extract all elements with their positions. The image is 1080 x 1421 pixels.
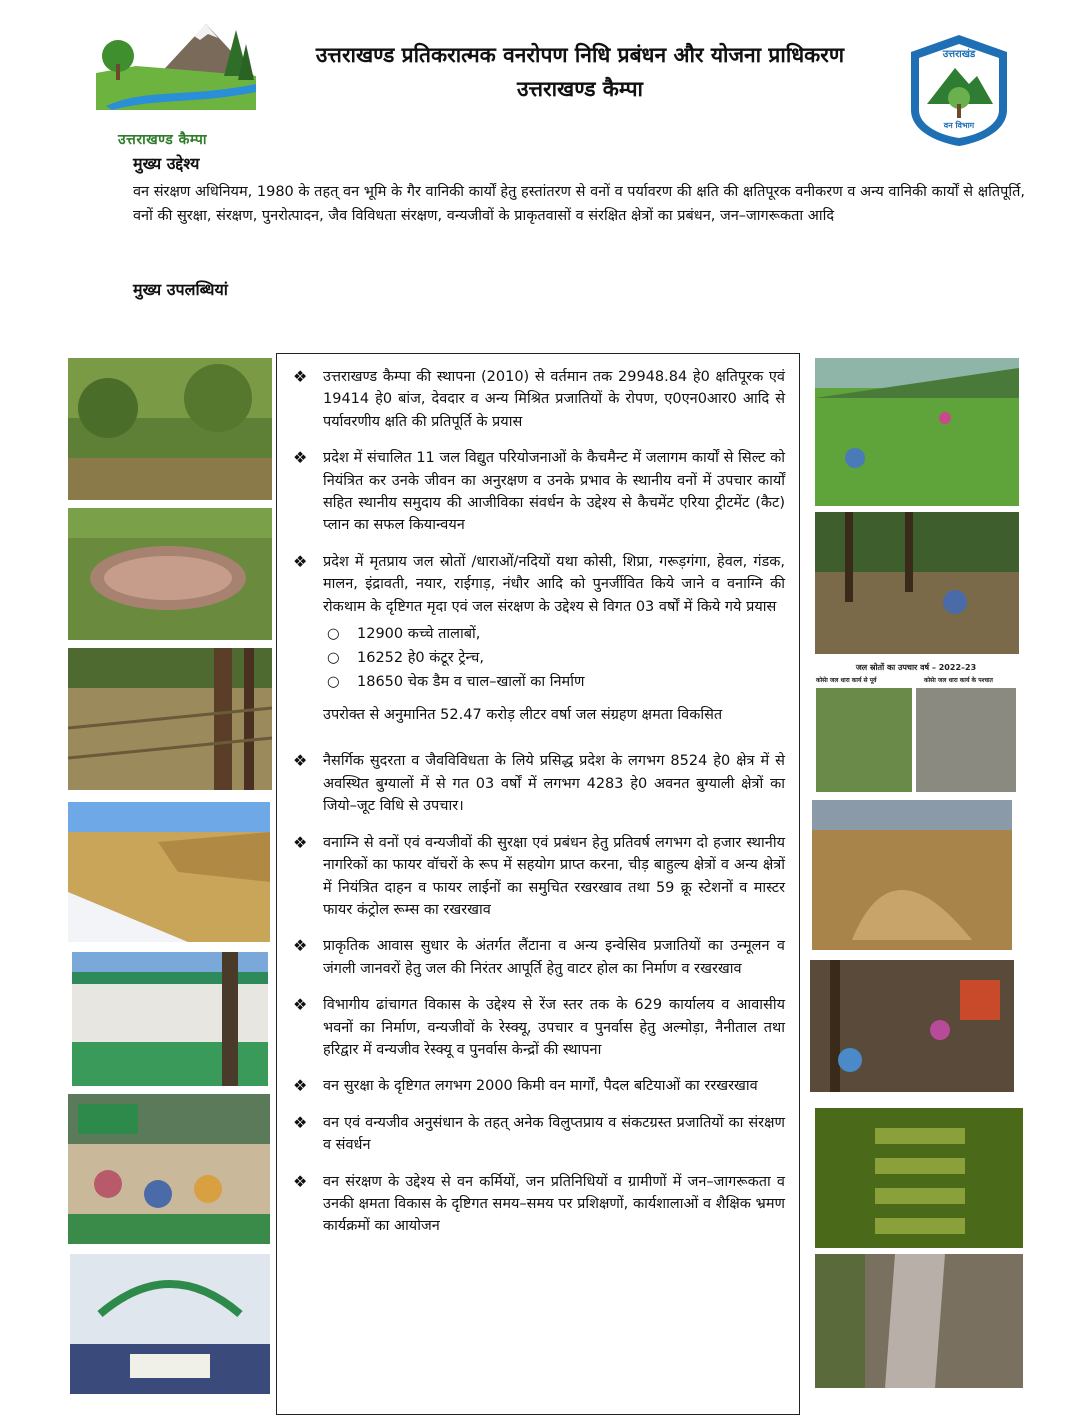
camp-logo-left bbox=[96, 18, 256, 148]
achievement-item bbox=[291, 994, 785, 1061]
achievement-text: नैसर्गिक सुदरता व जैवविविधता के लिये प्रसिद्ध प्रदेश के लगभग 8524 हे0 क्षेत्र में से अवस्थित बुग्यालों में से गत 03 वर्षों में लगभग 4283 हे0 अवनत बुग्याली क्षेत्रों का जियो–जूट विधि से उपचार। bbox=[323, 753, 785, 815]
achievement-text: वन संरक्षण के उद्देश्य से वन कर्मियों, जन प्रतिनिधियों व ग्रामीणों में जन–जागरूकता व उनकी क्षमता विकास के दृष्टिगत समय–समय पर प्रशिक्षणों, कार्यशालाओं व शैक्षिक भ्रमण कार्यक्रमों का आयोजन bbox=[323, 1173, 785, 1235]
achievement-text: प्रदेश में मृतप्राय जल स्रोतों /धाराओं/नदियों यथा कोसी, शिप्रा, गरूड़गंगा, हेवल, गंडक, मालन, इंद्रावती, नयार, राईगाड़, नंधौर आदि को पुनर्जीवित किये जाने व वनाग्नि की रोकथाम के दृष्टिगत मृदा एवं जल संरक्षण के उद्देश्य से विगत 03 वर्षों में किये गये प्रयास bbox=[323, 553, 785, 615]
achievement-text: वनाग्नि से वनों एवं वन्यजीवों की सुरक्षा एवं प्रबंधन हेतु प्रतिवर्ष लगभग दो हजार स्थानीय नागरिकों का फायर वॉचरों के रूप में सहयोग प्राप्त करना, चीड़ बाहुल्य क्षेत्रों व अन्य क्षेत्रों में नियंत्रित दाहन व फायर लाईनों का समुचित रखरखाव तथा 59 क्रू स्टेशनों व मास्टर फायर कंट्रोल रूम्स का रखरखाव bbox=[323, 834, 785, 918]
sub-item-text: 16252 हे0 कंटूर ट्रेन्च, bbox=[357, 650, 484, 667]
objective-text: वन संरक्षण अधिनियम, 1980 के तहत् वन भूमि के गैर वानिकी कार्यों हेतु हस्तांतरण से वनों व पर्यावरण की क्षति की क्षतिपूरक वनीकरण व अन्य वानिकी कार्यों से क्षतिपूर्ति, वनों की सुरक्षा, संरक्षण, पुनरोत्पादन, जैव विविधता संरक्षण, वन्यजीवों के प्राकृतवासों व संरक्षित क्षेत्रों का प्रबंधन, जन–जागरूकता आदि bbox=[133, 184, 1025, 224]
photo-forest-digging bbox=[815, 512, 1019, 654]
photo-building-railing bbox=[72, 952, 268, 1086]
achievement-text: वन सुरक्षा के दृष्टिगत लगभग 2000 किमी वन मार्गों, पैदल बटियाओं का ररखरखाव bbox=[323, 1078, 758, 1095]
mountain-river-logo-icon bbox=[96, 18, 256, 110]
achievement-item bbox=[291, 832, 785, 922]
achievement-text: प्रदेश में संचालित 11 जल विद्युत परियोजनाओं के कैचमैन्ट में जलागम कार्यों से सिल्ट को नियंत्रित कर उनके जीवन का अनुरक्षण व उनके प्रभाव के स्थानीय वनों में उपचार कार्यों सहित स्थानीय समुदाय की आजीविका संवर्धन के उद्देश्य से कैचमेंट एरिया ट्रीटमेंट (कैट) प्लान का सफल कियान्वयन bbox=[323, 450, 785, 534]
bullet-icon: ❖ bbox=[293, 1076, 308, 1096]
photo-women-group-activity bbox=[68, 1094, 270, 1244]
circle-bullet-icon: ○ bbox=[327, 626, 340, 643]
after-photo bbox=[916, 688, 1016, 792]
sub-item-text: 18650 चेक डैम व चाल–खालों का निर्माण bbox=[357, 674, 585, 691]
bullet-icon: ❖ bbox=[293, 832, 308, 852]
achievement-item bbox=[291, 1171, 785, 1238]
photo-fire-control bbox=[810, 960, 1014, 1092]
photo-mossy-forest-steps bbox=[815, 1108, 1023, 1248]
achievement-item bbox=[291, 447, 785, 537]
sub-list-item bbox=[323, 622, 785, 646]
achievement-item bbox=[291, 366, 785, 433]
right-logo-bottom-text: वन विभाग bbox=[943, 121, 975, 130]
achievements-box bbox=[276, 353, 800, 1415]
title-line-2: उत्तराखण्ड कैम्पा bbox=[517, 77, 643, 101]
forest-department-logo bbox=[905, 32, 1013, 148]
achievement-item bbox=[291, 551, 785, 618]
achievement-summary: उपरोक्त से अनुमानित 52.47 करोड़ लीटर वर्षा जल संग्रहण क्षमता विकसित bbox=[323, 707, 723, 724]
achievement-item bbox=[291, 1075, 785, 1097]
achievement-item bbox=[291, 1112, 785, 1157]
bullet-icon: ❖ bbox=[293, 1112, 308, 1132]
title-line-1: उत्तराखण्ड प्रतिकरात्मक वनरोपण निधि प्रबंधन और योजना प्राधिकरण bbox=[315, 43, 845, 67]
bullet-icon: ❖ bbox=[293, 448, 308, 468]
bullet-icon: ❖ bbox=[293, 936, 308, 956]
sub-list-item bbox=[323, 670, 785, 694]
bullet-icon: ❖ bbox=[293, 995, 308, 1015]
achievement-text: उत्तराखण्ड कैम्पा की स्थापना (2010) से वर्तमान तक 29948.84 हे0 क्षतिपूरक एवं 19414 हे0 बांज, देवदार व अन्य मिश्रित प्रजातियों के रोपण, ए0एन0आर0 आदि से पर्यावरणीय क्षति की प्रतिपूर्ति के प्रयास bbox=[323, 369, 785, 430]
bullet-icon: ❖ bbox=[293, 367, 308, 386]
achievement-text: वन एवं वन्यजीव अनुसंधान के तहत् अनेक विलुप्तप्राय व संकटग्रस्त प्रजातियों का संरक्षण व संवर्धन bbox=[323, 1114, 785, 1154]
photo-contour-trench-pine bbox=[68, 648, 272, 790]
photo-geo-jute-treatment bbox=[812, 800, 1012, 950]
sub-item-text: 12900 कच्चे तालाबों, bbox=[357, 626, 481, 643]
photo-plantation-slope bbox=[68, 358, 272, 500]
achievements-list bbox=[291, 366, 785, 1238]
photo-water-pond bbox=[68, 508, 272, 640]
bullet-icon: ❖ bbox=[293, 751, 308, 771]
achievements-heading: मुख्य उपलब्धियां bbox=[133, 280, 228, 299]
bullet-icon: ❖ bbox=[293, 1171, 308, 1191]
achievement-item bbox=[291, 750, 785, 817]
bullet-icon: ❖ bbox=[293, 551, 308, 571]
photo-snow-bugyal bbox=[68, 802, 270, 942]
right-logo-top-text: उत्तराखंड bbox=[942, 49, 976, 60]
panel-left-caption: कोसेा जल धारा कार्य से पूर्व bbox=[816, 677, 877, 684]
before-photo bbox=[816, 688, 912, 792]
page-title bbox=[250, 38, 910, 106]
photo-students-awareness-rally bbox=[70, 1254, 270, 1394]
water-source-treatment-panel bbox=[812, 660, 1020, 794]
circle-bullet-icon: ○ bbox=[327, 650, 340, 667]
left-logo-text: उत्तराखण्ड कैम्पा bbox=[118, 132, 207, 148]
achievement-text: विभागीय ढांचागत विकास के उद्देश्य से रेंज स्तर तक के 629 कार्यालय व आवासीय भवनों का निर्माण, वन्यजीवों के रेस्क्यू, उपचार व पुनर्वास हेतु अल्मोड़ा, नैनीताल तथा हरिद्वार में वन्यजीव रेस्क्यू व पुनर्वास केन्द्रों की स्थापना bbox=[323, 997, 785, 1058]
achievement-item bbox=[291, 935, 785, 980]
sub-list bbox=[323, 622, 785, 694]
objective-heading: मुख्य उद्देश्य bbox=[133, 154, 200, 173]
sub-list-item bbox=[323, 646, 785, 670]
photo-hill-plantation-workers bbox=[815, 358, 1019, 506]
circle-bullet-icon: ○ bbox=[327, 674, 340, 691]
photo-stone-forest-path bbox=[815, 1254, 1023, 1388]
panel-right-caption: कोसेा जल धारा कार्य के पश्चात bbox=[924, 677, 993, 684]
panel-title: जल स्रोतों का उपचार वर्ष – 2022–23 bbox=[855, 663, 977, 672]
achievement-text: प्राकृतिक आवास सुधार के अंतर्गत लैंटाना व अन्य इन्वेसिव प्रजातियों का उन्मूलन व जंगली जानवरों हेतु जल की निरंतर आपूर्ति हेतु वाटर होल का निर्माण व रखरखाव bbox=[323, 938, 785, 977]
